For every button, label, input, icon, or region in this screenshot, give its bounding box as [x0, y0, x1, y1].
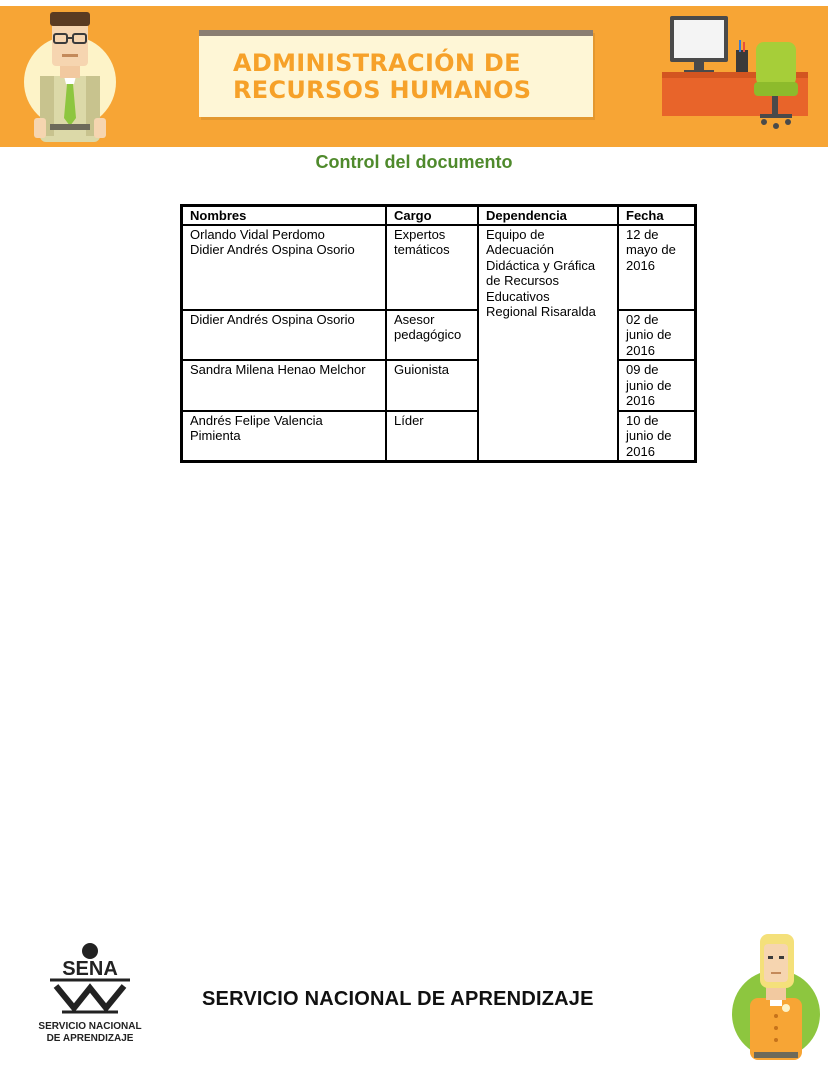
cell-cargo [386, 225, 478, 310]
fecha-text: 2016 [626, 393, 655, 408]
logo-caption [30, 1021, 150, 1045]
title-line-1: ADMINISTRACIÓN DE [233, 49, 521, 77]
dependencia-text: Adecuación [486, 242, 554, 257]
dependencia-text: de Recursos [486, 273, 559, 288]
cell-cargo [386, 310, 478, 361]
cell-nombres [182, 360, 386, 411]
cargo-text: Asesor [394, 311, 435, 327]
fecha-text: 2016 [626, 342, 655, 358]
name-text: Pimienta [190, 428, 241, 443]
man-illustration-icon [22, 8, 118, 142]
name-text: Sandra Milena Henao Melchor [190, 362, 366, 377]
cargo-text: Líder [394, 412, 424, 428]
cell-fecha [618, 225, 695, 310]
cell-fecha [618, 411, 695, 462]
column-header-dependencia: Dependencia [478, 206, 618, 225]
dependencia-text: Regional Risaralda [486, 304, 596, 319]
logo-caption-line-1: SERVICIO NACIONAL [38, 1021, 142, 1032]
fecha-text: 2016 [626, 443, 655, 459]
dependencia-text: Equipo de [486, 226, 545, 242]
column-header-fecha: Fecha [618, 206, 695, 225]
fecha-text: mayo de [626, 242, 676, 257]
table-row [182, 225, 695, 310]
name-text: Didier Andrés Ospina Osorio [190, 311, 355, 327]
fecha-text: junio de [626, 428, 672, 443]
column-header-nombres: Nombres [182, 206, 386, 225]
cell-cargo [386, 360, 478, 411]
dependencia-text: Educativos [486, 288, 550, 304]
sena-logo-icon [40, 942, 140, 1016]
cargo-text: pedagógico [394, 327, 462, 342]
cell-cargo [386, 411, 478, 462]
title-box [199, 30, 593, 117]
cell-nombres [182, 225, 386, 310]
table-row [182, 411, 695, 462]
fecha-text: 10 de [626, 412, 659, 428]
name-text: Andrés Felipe Valencia [190, 412, 323, 428]
page-title [233, 50, 531, 104]
cargo-text: Guionista [394, 362, 449, 377]
cell-fecha [618, 360, 695, 411]
footer-title: SERVICIO NACIONAL DE APRENDIZAJE [202, 988, 594, 1010]
table-row [182, 310, 695, 361]
dependencia-text: Didáctica y Gráfica [486, 257, 596, 273]
table-row [182, 360, 695, 411]
name-text: Orlando Vidal Perdomo [190, 226, 325, 242]
name-text: Didier Andrés Ospina Osorio [190, 242, 355, 257]
document-control-table [180, 204, 697, 463]
fecha-text: 2016 [626, 257, 655, 273]
title-line-2: RECURSOS HUMANOS [233, 76, 532, 104]
fecha-text: 12 de [626, 226, 659, 242]
header-banner [0, 0, 828, 147]
fecha-text: 09 de [626, 362, 659, 377]
cell-nombres [182, 411, 386, 462]
cell-nombres [182, 310, 386, 361]
fecha-text: 02 de [626, 311, 659, 327]
cell-dependencia [478, 225, 618, 462]
table-header-row [182, 206, 695, 225]
cell-fecha [618, 310, 695, 361]
fecha-text: junio de [626, 377, 672, 393]
logo-text: SENA [62, 958, 118, 980]
office-desk-icon [660, 14, 820, 134]
banner-top-stripe [0, 0, 828, 6]
woman-illustration-icon [728, 928, 824, 1062]
cargo-text: temáticos [394, 242, 450, 257]
column-header-cargo: Cargo [386, 206, 478, 225]
sena-logo [30, 942, 150, 1045]
logo-caption-line-2: DE APRENDIZAJE [46, 1033, 134, 1044]
document-heading: Control del documento [315, 152, 513, 172]
cargo-text: Expertos [394, 226, 446, 242]
fecha-text: junio de [626, 327, 672, 342]
